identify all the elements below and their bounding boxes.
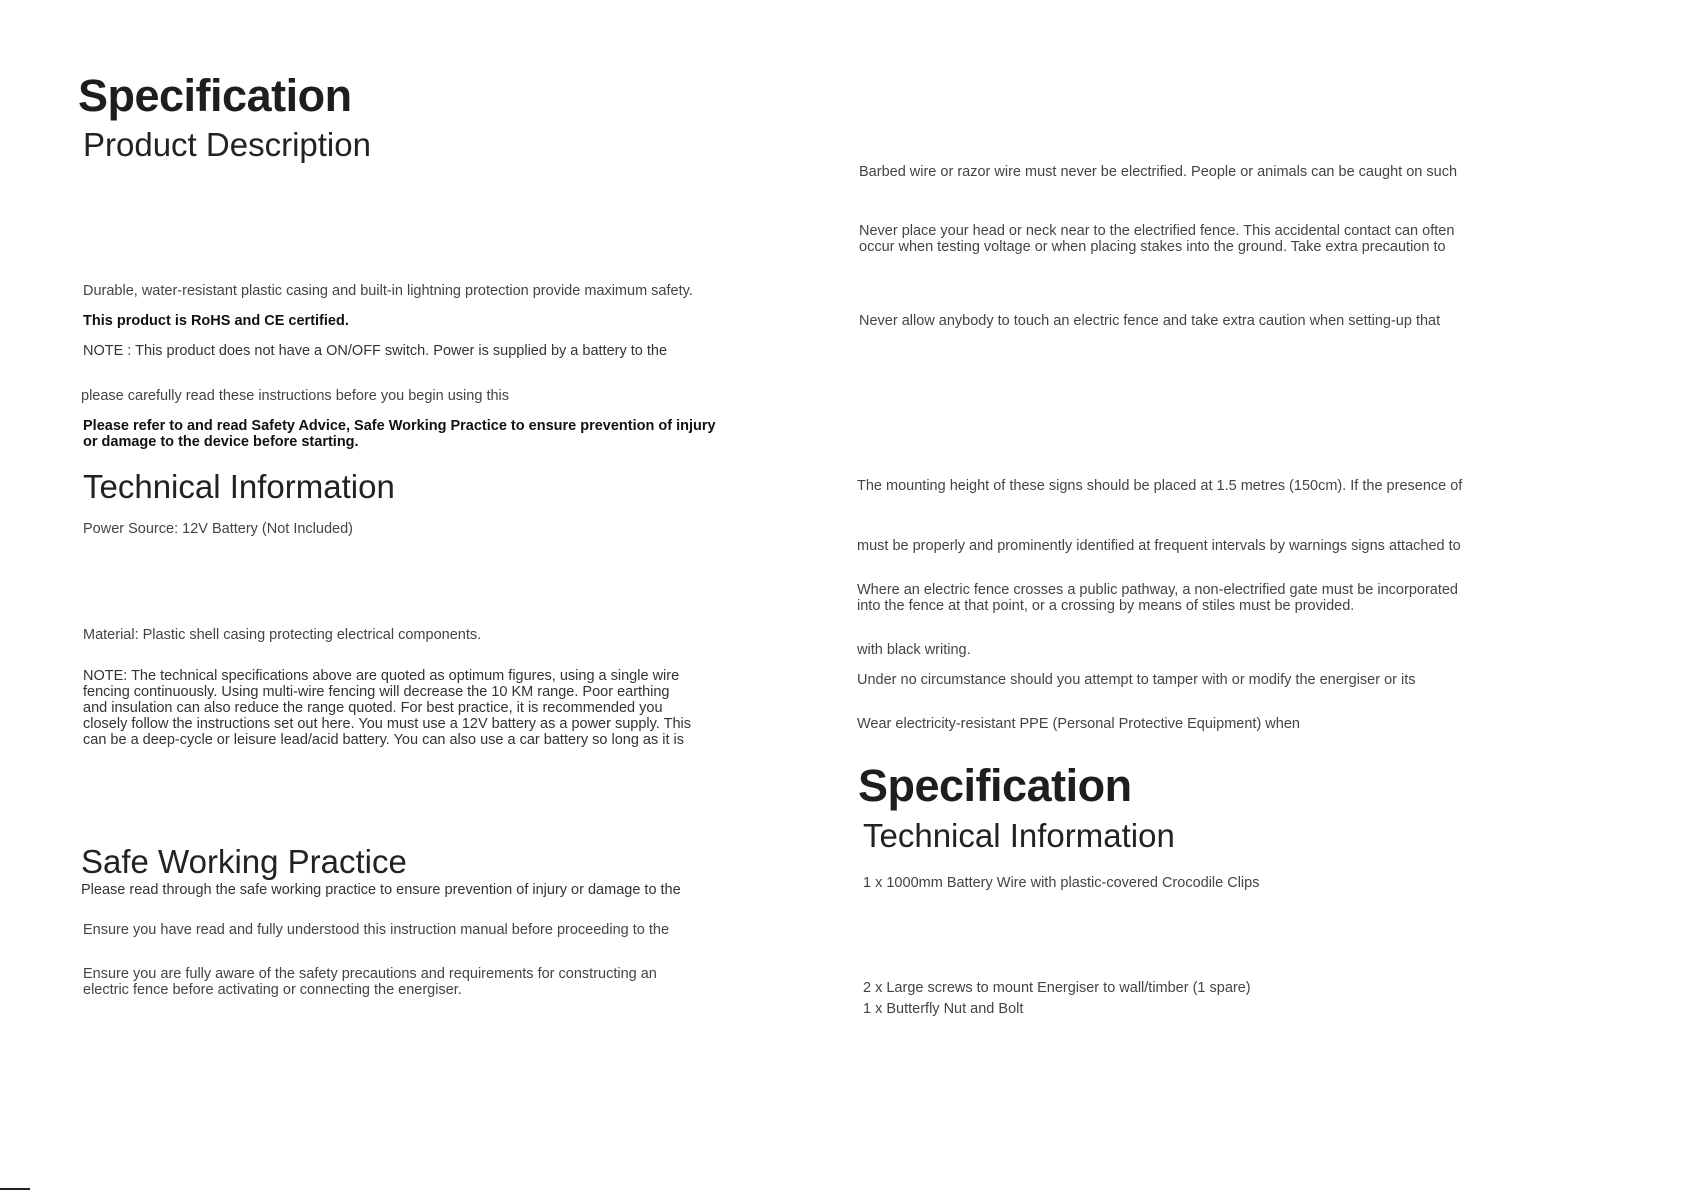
mounting-height-text: The mounting height of these signs should be placed at 1.5 metres (150cm). If the presence of	[857, 478, 1463, 494]
power-source-text: Power Source: 12V Battery (Not Included)	[83, 521, 353, 537]
ensure-read-text: Ensure you have read and fully understood this instruction manual before proceeding to the	[83, 922, 670, 938]
ppe-text: Wear electricity-resistant PPE (Personal Protective Equipment) when	[857, 716, 1300, 732]
black-writing-text: with black writing.	[857, 642, 971, 658]
product-description-heading: Product Description	[83, 126, 371, 163]
material-text: Material: Plastic shell casing protecting electrical components.	[83, 627, 482, 643]
certified-text: This product is RoHS and CE certified.	[83, 313, 349, 329]
bottom-rule	[0, 1188, 30, 1190]
head-neck-text	[859, 223, 1454, 255]
note-line: can be a deep-cycle or leisure lead/acid battery. You can also use a car battery so long as it is	[83, 732, 685, 748]
note-line: fencing continuously. Using multi-wire fencing will decrease the 10 KM range. Poor earthing	[83, 684, 670, 700]
refer-line: Please refer to and read Safety Advice, Safe Working Practice to ensure prevention of injury	[83, 418, 716, 434]
head-neck-line: occur when testing voltage or when placing stakes into the ground. Take extra precaution to	[859, 239, 1446, 255]
pathway-line: Where an electric fence crosses a public pathway, a non-electrified gate must be incorporated	[857, 582, 1458, 598]
page-title: Specification	[78, 70, 352, 121]
technical-information-heading: Technical Information	[83, 468, 395, 505]
casing-text: Durable, water-resistant plastic casing and built-in lightning protection provide maximum safety.	[83, 283, 693, 299]
spec-title-right: Specification	[858, 760, 1132, 811]
safe-working-intro: Please read through the safe working practice to ensure prevention of injury or damage to the	[81, 882, 681, 898]
pathway-line: into the fence at that point, or a crossing by means of stiles must be provided.	[857, 598, 1355, 614]
identified-text: must be properly and prominently identified at frequent intervals by warnings signs attached to	[857, 538, 1461, 554]
head-neck-line: Never place your head or neck near to the electrified fence. This accidental contact can often	[859, 223, 1455, 239]
pathway-text	[857, 582, 1458, 614]
barbed-wire-text: Barbed wire or razor wire must never be electrified. People or animals can be caught on such	[859, 164, 1458, 180]
note-line: closely follow the instructions set out here. You must use a 12V battery as a power supply. This	[83, 716, 691, 732]
never-allow-text: Never allow anybody to touch an electric fence and take extra caution when setting-up that	[859, 313, 1441, 329]
screws-text: 2 x Large screws to mount Energiser to wall/timber (1 spare)	[863, 980, 1251, 996]
aware-line: Ensure you are fully aware of the safety precautions and requirements for constructing an	[83, 966, 657, 982]
butterfly-nut-text: 1 x Butterfly Nut and Bolt	[863, 1001, 1024, 1017]
read-instructions-text: please carefully read these instructions before you begin using this	[81, 388, 510, 404]
note-line: and insulation can also reduce the range quoted. For best practice, it is recommended you	[83, 700, 663, 716]
bottom-edge	[0, 1184, 1685, 1192]
safe-working-practice-heading: Safe Working Practice	[81, 843, 407, 880]
ensure-aware-text	[83, 966, 657, 998]
battery-wire-text: 1 x 1000mm Battery Wire with plastic-covered Crocodile Clips	[863, 875, 1260, 891]
note-switch-text: NOTE : This product does not have a ON/OFF switch. Power is supplied by a battery to the	[83, 343, 668, 359]
refer-line: or damage to the device before starting.	[83, 434, 359, 450]
technical-information-heading-right: Technical Information	[863, 817, 1175, 854]
refer-safety-text	[83, 418, 716, 450]
technical-note	[83, 668, 691, 748]
aware-line: electric fence before activating or connecting the energiser.	[83, 982, 462, 998]
tamper-text: Under no circumstance should you attempt to tamper with or modify the energiser or its	[857, 672, 1416, 688]
note-line: NOTE: The technical specifications above are quoted as optimum figures, using a single wire	[83, 668, 680, 684]
